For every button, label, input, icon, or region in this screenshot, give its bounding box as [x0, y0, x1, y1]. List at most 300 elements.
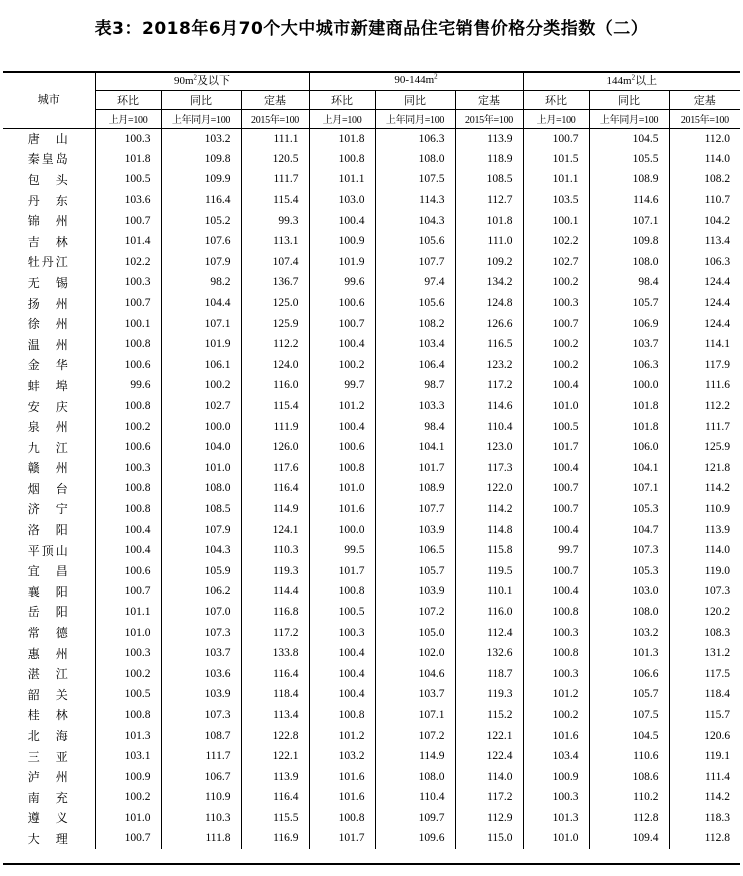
index-value-cell: 103.2	[309, 746, 375, 767]
base-header-cell: 2015年=100	[455, 109, 523, 128]
city-column-header: 城市	[3, 71, 95, 128]
index-value-cell: 108.2	[375, 313, 455, 334]
index-value-cell: 101.4	[95, 231, 161, 252]
index-value-cell: 108.6	[589, 766, 669, 787]
index-value-cell: 116.8	[241, 602, 309, 623]
table-row	[3, 313, 740, 334]
city-name-cell: 洛 阳	[27, 523, 70, 538]
index-value-cell: 100.0	[161, 416, 241, 437]
city-name-cell: 平顶山	[27, 543, 70, 558]
index-value-cell: 108.5	[455, 169, 523, 190]
index-value-cell: 108.0	[375, 766, 455, 787]
index-value-cell: 100.7	[523, 560, 589, 581]
index-value-cell: 102.0	[375, 643, 455, 664]
index-value-cell: 100.2	[95, 663, 161, 684]
index-value-cell: 107.5	[375, 169, 455, 190]
index-value-cell: 107.9	[161, 252, 241, 273]
index-value-cell: 120.6	[669, 725, 740, 746]
index-value-cell: 101.0	[95, 622, 161, 643]
index-value-cell: 101.0	[161, 458, 241, 479]
group-label: 90-144m	[394, 74, 435, 87]
index-value-cell: 107.5	[589, 705, 669, 726]
sub-header-cell: 环比	[523, 90, 589, 109]
index-value-cell: 122.1	[455, 725, 523, 746]
index-value-cell: 117.5	[669, 663, 740, 684]
index-value-cell: 100.3	[95, 272, 161, 293]
index-value-cell: 111.8	[161, 828, 241, 849]
index-value-cell: 100.7	[309, 313, 375, 334]
index-value-cell: 103.2	[161, 128, 241, 149]
table-row	[3, 643, 740, 664]
index-value-cell: 106.3	[669, 252, 740, 273]
index-value-cell: 106.1	[161, 355, 241, 376]
index-value-cell: 100.2	[95, 787, 161, 808]
table-row	[3, 416, 740, 437]
index-value-cell: 117.9	[669, 355, 740, 376]
index-value-cell: 105.7	[589, 684, 669, 705]
index-value-cell: 113.9	[241, 766, 309, 787]
index-value-cell: 100.7	[523, 478, 589, 499]
city-name-cell: 蚌 埠	[27, 378, 70, 393]
index-value-cell: 115.8	[455, 540, 523, 561]
index-value-cell: 101.7	[523, 437, 589, 458]
index-value-cell: 107.6	[161, 231, 241, 252]
index-value-cell: 107.2	[375, 725, 455, 746]
index-value-cell: 101.7	[375, 458, 455, 479]
table-row	[3, 149, 740, 170]
index-value-cell: 100.1	[95, 313, 161, 334]
index-value-cell: 112.0	[669, 128, 740, 149]
index-value-cell: 100.8	[95, 334, 161, 355]
index-value-cell: 103.7	[375, 684, 455, 705]
index-value-cell: 100.8	[95, 499, 161, 520]
index-value-cell: 105.0	[375, 622, 455, 643]
index-value-cell: 124.4	[669, 272, 740, 293]
table-row	[3, 478, 740, 499]
table-row	[3, 272, 740, 293]
index-value-cell: 100.7	[95, 828, 161, 849]
index-value-cell: 101.9	[161, 334, 241, 355]
index-value-cell: 103.7	[161, 643, 241, 664]
index-value-cell: 100.2	[523, 355, 589, 376]
index-value-cell: 100.4	[523, 581, 589, 602]
index-value-cell: 100.5	[523, 416, 589, 437]
index-value-cell: 103.5	[523, 190, 589, 211]
base-header-cell: 上月=100	[95, 109, 161, 128]
index-value-cell: 122.8	[241, 725, 309, 746]
index-value-cell: 100.4	[309, 416, 375, 437]
index-value-cell: 115.4	[241, 190, 309, 211]
city-name-cell: 秦皇岛	[27, 152, 70, 167]
index-value-cell: 103.0	[589, 581, 669, 602]
sub-header-cell: 定基	[241, 90, 309, 109]
index-value-cell: 119.3	[241, 560, 309, 581]
index-value-cell: 110.2	[589, 787, 669, 808]
index-value-cell: 108.2	[669, 169, 740, 190]
index-value-cell: 101.8	[455, 210, 523, 231]
city-name-cell: 丹 东	[27, 193, 70, 208]
city-name-cell: 安 庆	[27, 399, 70, 414]
index-value-cell: 104.1	[375, 437, 455, 458]
index-value-cell: 110.3	[241, 540, 309, 561]
index-value-cell: 112.2	[669, 396, 740, 417]
index-value-cell: 123.0	[455, 437, 523, 458]
index-value-cell: 101.8	[589, 396, 669, 417]
table-row	[3, 375, 740, 396]
index-value-cell: 107.2	[375, 602, 455, 623]
index-value-cell: 110.4	[375, 787, 455, 808]
index-value-cell: 98.2	[161, 272, 241, 293]
city-name-cell: 扬 州	[27, 296, 70, 311]
base-header-cell: 上月=100	[523, 109, 589, 128]
city-name-cell: 九 江	[27, 440, 70, 455]
index-value-cell: 112.9	[455, 808, 523, 829]
index-value-cell: 100.9	[309, 231, 375, 252]
index-value-cell: 103.2	[589, 622, 669, 643]
group-label: 90m	[173, 75, 194, 88]
index-value-cell: 100.7	[95, 581, 161, 602]
city-name-cell: 桂 林	[27, 708, 70, 723]
index-value-cell: 110.4	[455, 416, 523, 437]
index-value-cell: 100.2	[95, 416, 161, 437]
index-value-cell: 106.5	[375, 540, 455, 561]
index-value-cell: 100.4	[309, 643, 375, 664]
index-value-cell: 100.2	[523, 705, 589, 726]
index-value-cell: 101.1	[95, 602, 161, 623]
index-value-cell: 100.7	[95, 293, 161, 314]
index-value-cell: 100.5	[309, 602, 375, 623]
table-row	[3, 396, 740, 417]
index-value-cell: 105.7	[589, 293, 669, 314]
index-value-cell: 104.1	[589, 458, 669, 479]
index-value-cell: 101.3	[589, 643, 669, 664]
index-value-cell: 100.8	[309, 458, 375, 479]
index-value-cell: 103.0	[309, 190, 375, 211]
index-value-cell: 102.7	[161, 396, 241, 417]
index-value-cell: 111.1	[241, 128, 309, 149]
city-name-cell: 烟 台	[27, 481, 70, 496]
city-name-cell: 韶 关	[27, 687, 70, 702]
table-title: 表3：2018年6月70个大中城市新建商品住宅销售价格分类指数（二）	[94, 19, 649, 39]
index-value-cell: 113.4	[241, 705, 309, 726]
index-value-cell: 114.0	[669, 540, 740, 561]
index-value-cell: 103.9	[375, 519, 455, 540]
index-value-cell: 101.6	[309, 499, 375, 520]
index-value-cell: 108.0	[375, 149, 455, 170]
index-value-cell: 124.0	[241, 355, 309, 376]
index-value-cell: 100.4	[309, 334, 375, 355]
index-value-cell: 114.9	[241, 499, 309, 520]
index-value-cell: 107.1	[589, 478, 669, 499]
table-row	[3, 437, 740, 458]
index-value-cell: 114.2	[669, 478, 740, 499]
base-header-cell: 上月=100	[309, 109, 375, 128]
index-value-cell: 101.2	[309, 725, 375, 746]
city-name-cell: 济 宁	[27, 502, 70, 517]
index-value-cell: 103.9	[161, 684, 241, 705]
city-name-cell: 泸 州	[27, 770, 70, 785]
index-value-cell: 122.0	[455, 478, 523, 499]
index-value-cell: 100.6	[95, 437, 161, 458]
index-value-cell: 97.4	[375, 272, 455, 293]
index-value-cell: 100.6	[309, 293, 375, 314]
index-value-cell: 100.8	[523, 643, 589, 664]
index-value-cell: 117.2	[241, 622, 309, 643]
index-value-cell: 102.2	[95, 252, 161, 273]
index-value-cell: 101.3	[523, 808, 589, 829]
table-row	[3, 231, 740, 252]
city-name-cell: 宜 昌	[27, 564, 70, 579]
index-value-cell: 100.2	[523, 334, 589, 355]
index-value-cell: 131.2	[669, 643, 740, 664]
index-value-cell: 133.8	[241, 643, 309, 664]
index-value-cell: 105.3	[589, 499, 669, 520]
table-row	[3, 210, 740, 231]
index-value-cell: 101.8	[309, 128, 375, 149]
table-row	[3, 458, 740, 479]
bottom-rule	[3, 863, 740, 865]
index-value-cell: 109.6	[375, 828, 455, 849]
index-value-cell: 110.9	[669, 499, 740, 520]
index-value-cell: 107.3	[589, 540, 669, 561]
index-value-cell: 120.2	[669, 602, 740, 623]
index-value-cell: 101.0	[309, 478, 375, 499]
index-value-cell: 100.8	[309, 149, 375, 170]
index-value-cell: 114.4	[241, 581, 309, 602]
index-value-cell: 105.6	[375, 293, 455, 314]
index-value-cell: 113.9	[669, 519, 740, 540]
index-value-cell: 101.7	[309, 560, 375, 581]
index-value-cell: 106.9	[589, 313, 669, 334]
index-value-cell: 100.4	[309, 663, 375, 684]
index-value-cell: 100.3	[523, 663, 589, 684]
city-name-cell: 惠 州	[27, 646, 70, 661]
index-value-cell: 107.9	[161, 519, 241, 540]
index-value-cell: 100.6	[95, 560, 161, 581]
index-value-cell: 100.9	[523, 766, 589, 787]
index-value-cell: 99.5	[309, 540, 375, 561]
index-value-cell: 106.0	[589, 437, 669, 458]
index-value-cell: 104.2	[669, 210, 740, 231]
index-value-cell: 107.1	[589, 210, 669, 231]
table-row	[3, 355, 740, 376]
index-value-cell: 100.4	[95, 540, 161, 561]
index-value-cell: 100.4	[523, 375, 589, 396]
index-value-cell: 101.3	[95, 725, 161, 746]
index-value-cell: 99.7	[309, 375, 375, 396]
group-header-144	[523, 71, 740, 90]
group-label-suffix: 以上	[635, 75, 658, 88]
city-name-cell: 泉 州	[27, 420, 70, 435]
index-value-cell: 108.0	[589, 602, 669, 623]
index-value-cell: 120.5	[241, 149, 309, 170]
index-value-cell: 100.2	[309, 355, 375, 376]
city-name-cell: 赣 州	[27, 461, 70, 476]
index-value-cell: 111.4	[669, 766, 740, 787]
city-name-cell: 大 理	[27, 831, 70, 846]
group-label-suffix: 及以下	[197, 75, 231, 88]
index-value-cell: 101.0	[523, 396, 589, 417]
index-value-cell: 99.3	[241, 210, 309, 231]
table-row	[3, 602, 740, 623]
index-value-cell: 114.9	[375, 746, 455, 767]
index-value-cell: 113.9	[455, 128, 523, 149]
index-value-cell: 107.3	[669, 581, 740, 602]
index-value-cell: 124.1	[241, 519, 309, 540]
table-row	[3, 334, 740, 355]
base-header-cell: 2015年=100	[669, 109, 740, 128]
index-value-cell: 118.9	[455, 149, 523, 170]
index-value-cell: 112.4	[455, 622, 523, 643]
index-value-cell: 100.2	[523, 272, 589, 293]
index-value-cell: 108.3	[669, 622, 740, 643]
index-value-cell: 118.3	[669, 808, 740, 829]
index-value-cell: 100.8	[95, 396, 161, 417]
index-value-cell: 117.6	[241, 458, 309, 479]
index-value-cell: 101.2	[523, 684, 589, 705]
index-value-cell: 116.5	[455, 334, 523, 355]
city-name-cell: 无 锡	[27, 275, 70, 290]
index-value-cell: 112.7	[455, 190, 523, 211]
index-value-cell: 110.1	[455, 581, 523, 602]
index-value-cell: 114.3	[375, 190, 455, 211]
index-value-cell: 100.4	[95, 519, 161, 540]
index-value-cell: 99.6	[309, 272, 375, 293]
table-row	[3, 540, 740, 561]
table-body	[3, 128, 740, 849]
index-value-cell: 104.0	[161, 437, 241, 458]
index-value-cell: 103.3	[375, 396, 455, 417]
index-value-cell: 104.5	[589, 128, 669, 149]
index-value-cell: 116.0	[241, 375, 309, 396]
index-value-cell: 111.7	[161, 746, 241, 767]
city-name-cell: 襄 阳	[27, 584, 70, 599]
index-value-cell: 124.8	[455, 293, 523, 314]
city-name-cell: 锦 州	[27, 214, 70, 229]
index-value-cell: 100.8	[309, 705, 375, 726]
table-row	[3, 787, 740, 808]
index-value-cell: 105.5	[589, 149, 669, 170]
index-value-cell: 106.6	[589, 663, 669, 684]
index-value-cell: 122.4	[455, 746, 523, 767]
index-value-cell: 117.2	[455, 375, 523, 396]
index-value-cell: 101.9	[309, 252, 375, 273]
sub-header-row	[3, 90, 740, 109]
index-value-cell: 99.7	[523, 540, 589, 561]
base-header-row	[3, 109, 740, 128]
table-row	[3, 190, 740, 211]
index-value-cell: 111.7	[669, 416, 740, 437]
city-name-cell: 唐 山	[27, 132, 70, 147]
index-value-cell: 101.1	[523, 169, 589, 190]
index-value-cell: 100.8	[95, 478, 161, 499]
index-value-cell: 115.4	[241, 396, 309, 417]
city-name-cell: 吉 林	[27, 234, 70, 249]
index-value-cell: 114.0	[669, 149, 740, 170]
index-value-cell: 116.0	[455, 602, 523, 623]
index-value-cell: 119.5	[455, 560, 523, 581]
index-value-cell: 100.7	[523, 128, 589, 149]
group-label: 144m	[606, 75, 632, 88]
index-value-cell: 100.5	[95, 169, 161, 190]
index-value-cell: 104.6	[375, 663, 455, 684]
index-value-cell: 118.4	[669, 684, 740, 705]
index-value-cell: 110.7	[669, 190, 740, 211]
table-row	[3, 746, 740, 767]
index-value-cell: 103.9	[375, 581, 455, 602]
index-value-cell: 101.6	[523, 725, 589, 746]
index-value-cell: 106.3	[375, 128, 455, 149]
index-value-cell: 100.3	[95, 128, 161, 149]
index-value-cell: 118.4	[241, 684, 309, 705]
index-value-cell: 106.7	[161, 766, 241, 787]
table-row	[3, 622, 740, 643]
index-value-cell: 113.4	[669, 231, 740, 252]
index-value-cell: 101.0	[523, 828, 589, 849]
city-name-cell: 徐 州	[27, 317, 70, 332]
index-value-cell: 109.8	[161, 149, 241, 170]
index-value-cell: 100.3	[523, 293, 589, 314]
index-value-cell: 103.1	[95, 746, 161, 767]
base-header-cell: 上年同月=100	[161, 109, 241, 128]
index-value-cell: 100.4	[309, 684, 375, 705]
table-row	[3, 128, 740, 149]
city-name-cell: 北 海	[27, 729, 70, 744]
index-value-cell: 109.8	[589, 231, 669, 252]
index-value-cell: 114.8	[455, 519, 523, 540]
index-value-cell: 103.4	[523, 746, 589, 767]
index-value-cell: 101.1	[309, 169, 375, 190]
city-name-cell: 三 亚	[27, 749, 70, 764]
index-value-cell: 113.1	[241, 231, 309, 252]
sub-header-cell: 环比	[95, 90, 161, 109]
base-header-cell: 上年同月=100	[375, 109, 455, 128]
city-name-cell: 遵 义	[27, 811, 70, 826]
index-value-cell: 125.9	[241, 313, 309, 334]
index-value-cell: 108.7	[161, 725, 241, 746]
table-row	[3, 581, 740, 602]
index-value-cell: 110.3	[161, 808, 241, 829]
index-value-cell: 105.6	[375, 231, 455, 252]
index-value-cell: 103.7	[589, 334, 669, 355]
index-value-cell: 107.1	[161, 313, 241, 334]
index-value-cell: 105.3	[589, 560, 669, 581]
index-value-cell: 100.8	[95, 705, 161, 726]
index-value-cell: 106.4	[375, 355, 455, 376]
sub-header-cell: 定基	[455, 90, 523, 109]
index-value-cell: 104.5	[589, 725, 669, 746]
table-row	[3, 684, 740, 705]
index-value-cell: 100.0	[589, 375, 669, 396]
city-name-cell: 包 头	[27, 172, 70, 187]
index-value-cell: 100.4	[523, 519, 589, 540]
index-value-cell: 112.8	[589, 808, 669, 829]
table-row	[3, 705, 740, 726]
price-index-table	[3, 71, 740, 849]
index-value-cell: 107.1	[375, 705, 455, 726]
table-row	[3, 663, 740, 684]
city-name-cell: 常 德	[27, 626, 70, 641]
index-value-cell: 107.3	[161, 705, 241, 726]
index-value-cell: 124.4	[669, 293, 740, 314]
index-value-cell: 115.2	[455, 705, 523, 726]
index-value-cell: 101.2	[309, 396, 375, 417]
city-name-cell: 南 充	[27, 790, 70, 805]
index-value-cell: 101.8	[589, 416, 669, 437]
index-value-cell: 116.4	[161, 190, 241, 211]
index-value-cell: 112.2	[241, 334, 309, 355]
index-value-cell: 111.7	[241, 169, 309, 190]
